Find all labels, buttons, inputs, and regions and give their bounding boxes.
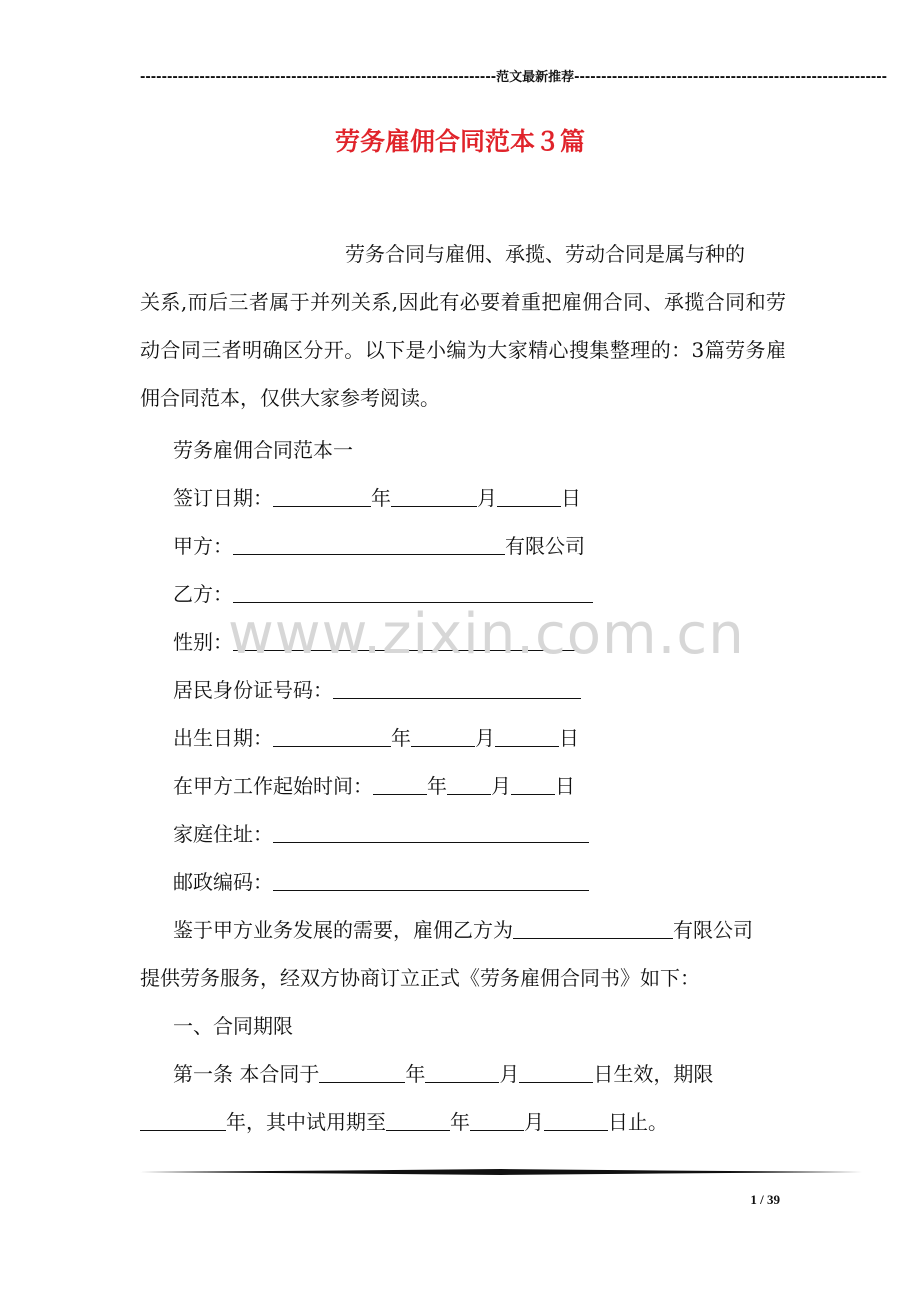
- birth-date-row: 出生日期： 年 月 日: [173, 726, 579, 750]
- birth-month-blank[interactable]: [411, 724, 475, 747]
- footer-rule: [140, 1168, 862, 1176]
- trial-day-blank[interactable]: [544, 1108, 608, 1131]
- birth-year-blank[interactable]: [273, 724, 391, 747]
- postcode-row: 邮政编码：: [173, 858, 589, 906]
- document-title: 劳务雇佣合同范本３篇: [334, 127, 585, 156]
- sign-month-blank[interactable]: [391, 484, 477, 507]
- article-1-line1: 第一条 本合同于 年 月 日生效，期限: [173, 1062, 714, 1086]
- article-1-line2: 年，其中试用期至 年 月 日止。: [140, 1098, 668, 1146]
- section-title: 劳务雇佣合同范本一: [173, 438, 353, 462]
- party-a-row: 甲方： 有限公司: [173, 534, 585, 558]
- body-paragraph-1-line1: 鉴于甲方业务发展的需要，雇佣乙方为 有限公司: [173, 918, 753, 942]
- intro-line-1: 劳务合同与雇佣、承揽、劳动合同是属与种的: [345, 242, 745, 266]
- company-blank[interactable]: [513, 916, 673, 939]
- art1-day-blank[interactable]: [519, 1060, 593, 1083]
- id-number-blank[interactable]: [333, 676, 581, 699]
- sign-date-row: 签订日期： 年 月 日: [173, 486, 581, 510]
- intro-rest: 关系,而后三者属于并列关系,因此有必要着重把雇佣合同、承揽合同和劳动合同三者明确区分开。以下是小编为大家精心搜集整理的：3篇劳务雇佣合同范本，仅供大家参考阅读。: [140, 290, 786, 410]
- party-b-row: 乙方：: [173, 570, 593, 618]
- start-year-blank[interactable]: [373, 772, 427, 795]
- sign-day-blank[interactable]: [497, 484, 561, 507]
- page-header: ------------------------------------------------------------------范文最新推荐----------------------------------------------------------: [140, 70, 888, 85]
- address-row: 家庭住址：: [173, 810, 589, 858]
- start-time-row: 在甲方工作起始时间： 年 月 日: [173, 774, 575, 798]
- trial-year-blank[interactable]: [386, 1108, 450, 1131]
- header-label: 范文最新推荐: [496, 70, 575, 85]
- party-a-blank[interactable]: [233, 532, 505, 555]
- section-1-heading: 一、合同期限: [173, 1014, 293, 1038]
- address-blank[interactable]: [273, 820, 589, 843]
- trial-month-blank[interactable]: [470, 1108, 524, 1131]
- start-day-blank[interactable]: [511, 772, 555, 795]
- party-b-blank[interactable]: [233, 580, 593, 603]
- watermark: www.zixin.com.cn: [228, 602, 745, 667]
- art1-month-blank[interactable]: [425, 1060, 499, 1083]
- page-number: 1 / 39: [750, 1192, 780, 1207]
- body-paragraph-1-line2: 提供劳务服务，经双方协商订立正式《劳务雇佣合同书》如下：: [140, 966, 700, 990]
- start-month-blank[interactable]: [447, 772, 491, 795]
- term-years-blank[interactable]: [140, 1108, 226, 1131]
- id-number-row: 居民身份证号码：: [173, 666, 581, 714]
- sign-year-blank[interactable]: [273, 484, 371, 507]
- postcode-blank[interactable]: [273, 868, 589, 891]
- intro-paragraph: [140, 230, 786, 422]
- art1-year-blank[interactable]: [319, 1060, 405, 1083]
- gender-blank[interactable]: [233, 628, 593, 651]
- birth-day-blank[interactable]: [495, 724, 559, 747]
- gender-row: 性别：: [173, 618, 593, 666]
